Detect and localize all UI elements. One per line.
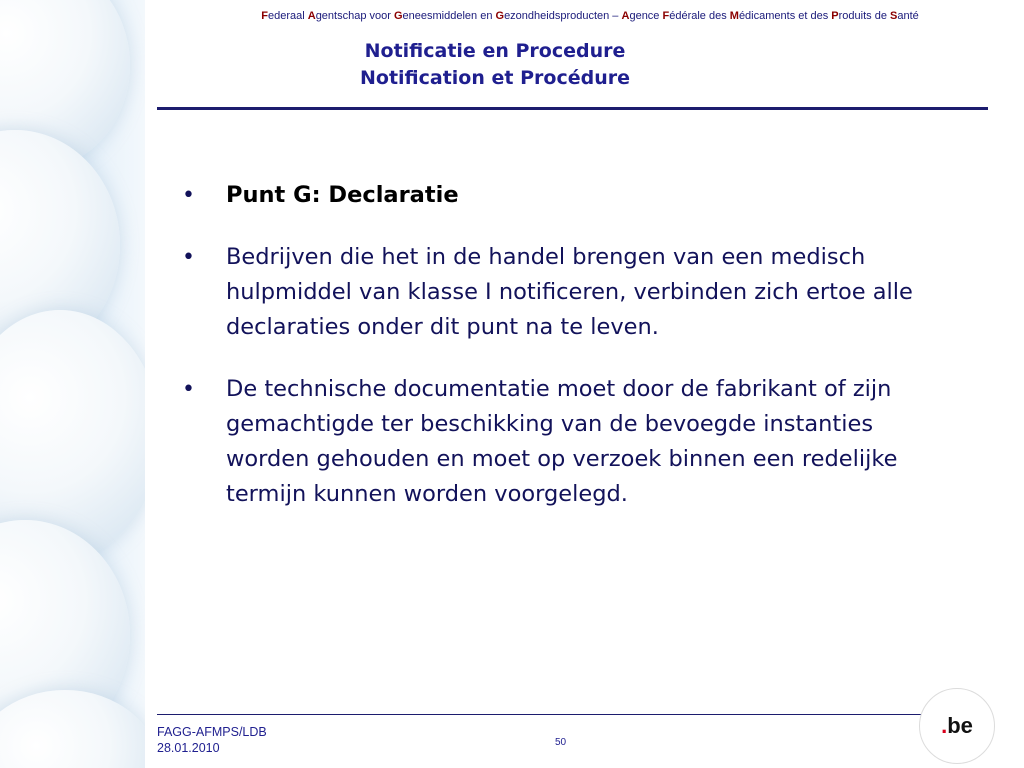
footer-date: 28.01.2010	[157, 741, 220, 755]
agency-word: Agence	[621, 10, 663, 22]
agency-word: Santé	[890, 10, 919, 22]
be-logo-text: be	[947, 713, 973, 738]
agency-word: Produits de	[831, 10, 890, 22]
pill-shape	[0, 690, 145, 768]
footer-org: FAGG-AFMPS/LDB	[157, 725, 267, 739]
agency-word: Federaal	[261, 10, 308, 22]
bullet-text: Punt G: Declaratie	[226, 182, 459, 208]
be-logo-dot: .	[941, 713, 948, 738]
title-divider	[157, 107, 988, 110]
agency-header	[190, 10, 990, 22]
bullet-text: De technische documentatie moet door de fabrikant of zijn gemachtigde ter beschikking van de bevoegde instanties worden gehouden en moet op verzoek binnen een redelijke termijn kunnen worden voorgelegd.	[226, 376, 898, 507]
pill-background-image	[0, 0, 145, 768]
page-number: 50	[555, 737, 567, 748]
bullet-item	[182, 178, 952, 213]
title-line-dutch: Notificatie en Procedure	[364, 40, 626, 62]
bullet-item	[182, 240, 952, 345]
bullet-symbol: •	[182, 377, 195, 402]
agency-word: Fédérale des	[662, 10, 730, 22]
title-line-french: Notification et Procédure	[360, 67, 630, 89]
bullet-symbol: •	[182, 183, 195, 208]
agency-word: Agentschap voor	[307, 10, 394, 22]
agency-word: Gezondheidsproducten –	[495, 10, 622, 22]
bullet-list	[182, 178, 952, 539]
bullet-text: Bedrijven die het in de handel brengen van een medisch hulpmiddel van klasse I notificeren, verbinden zich ertoe alle declaraties onder dit punt na te leven.	[226, 244, 913, 340]
bullet-item	[182, 372, 952, 512]
footer-info	[157, 724, 267, 756]
bullet-symbol: •	[182, 245, 195, 270]
footer-divider	[157, 714, 922, 715]
slide-title	[330, 38, 660, 92]
agency-word: Geneesmiddelen en	[393, 10, 496, 22]
agency-word: Médicaments et des	[729, 10, 832, 22]
be-logo	[919, 688, 995, 764]
